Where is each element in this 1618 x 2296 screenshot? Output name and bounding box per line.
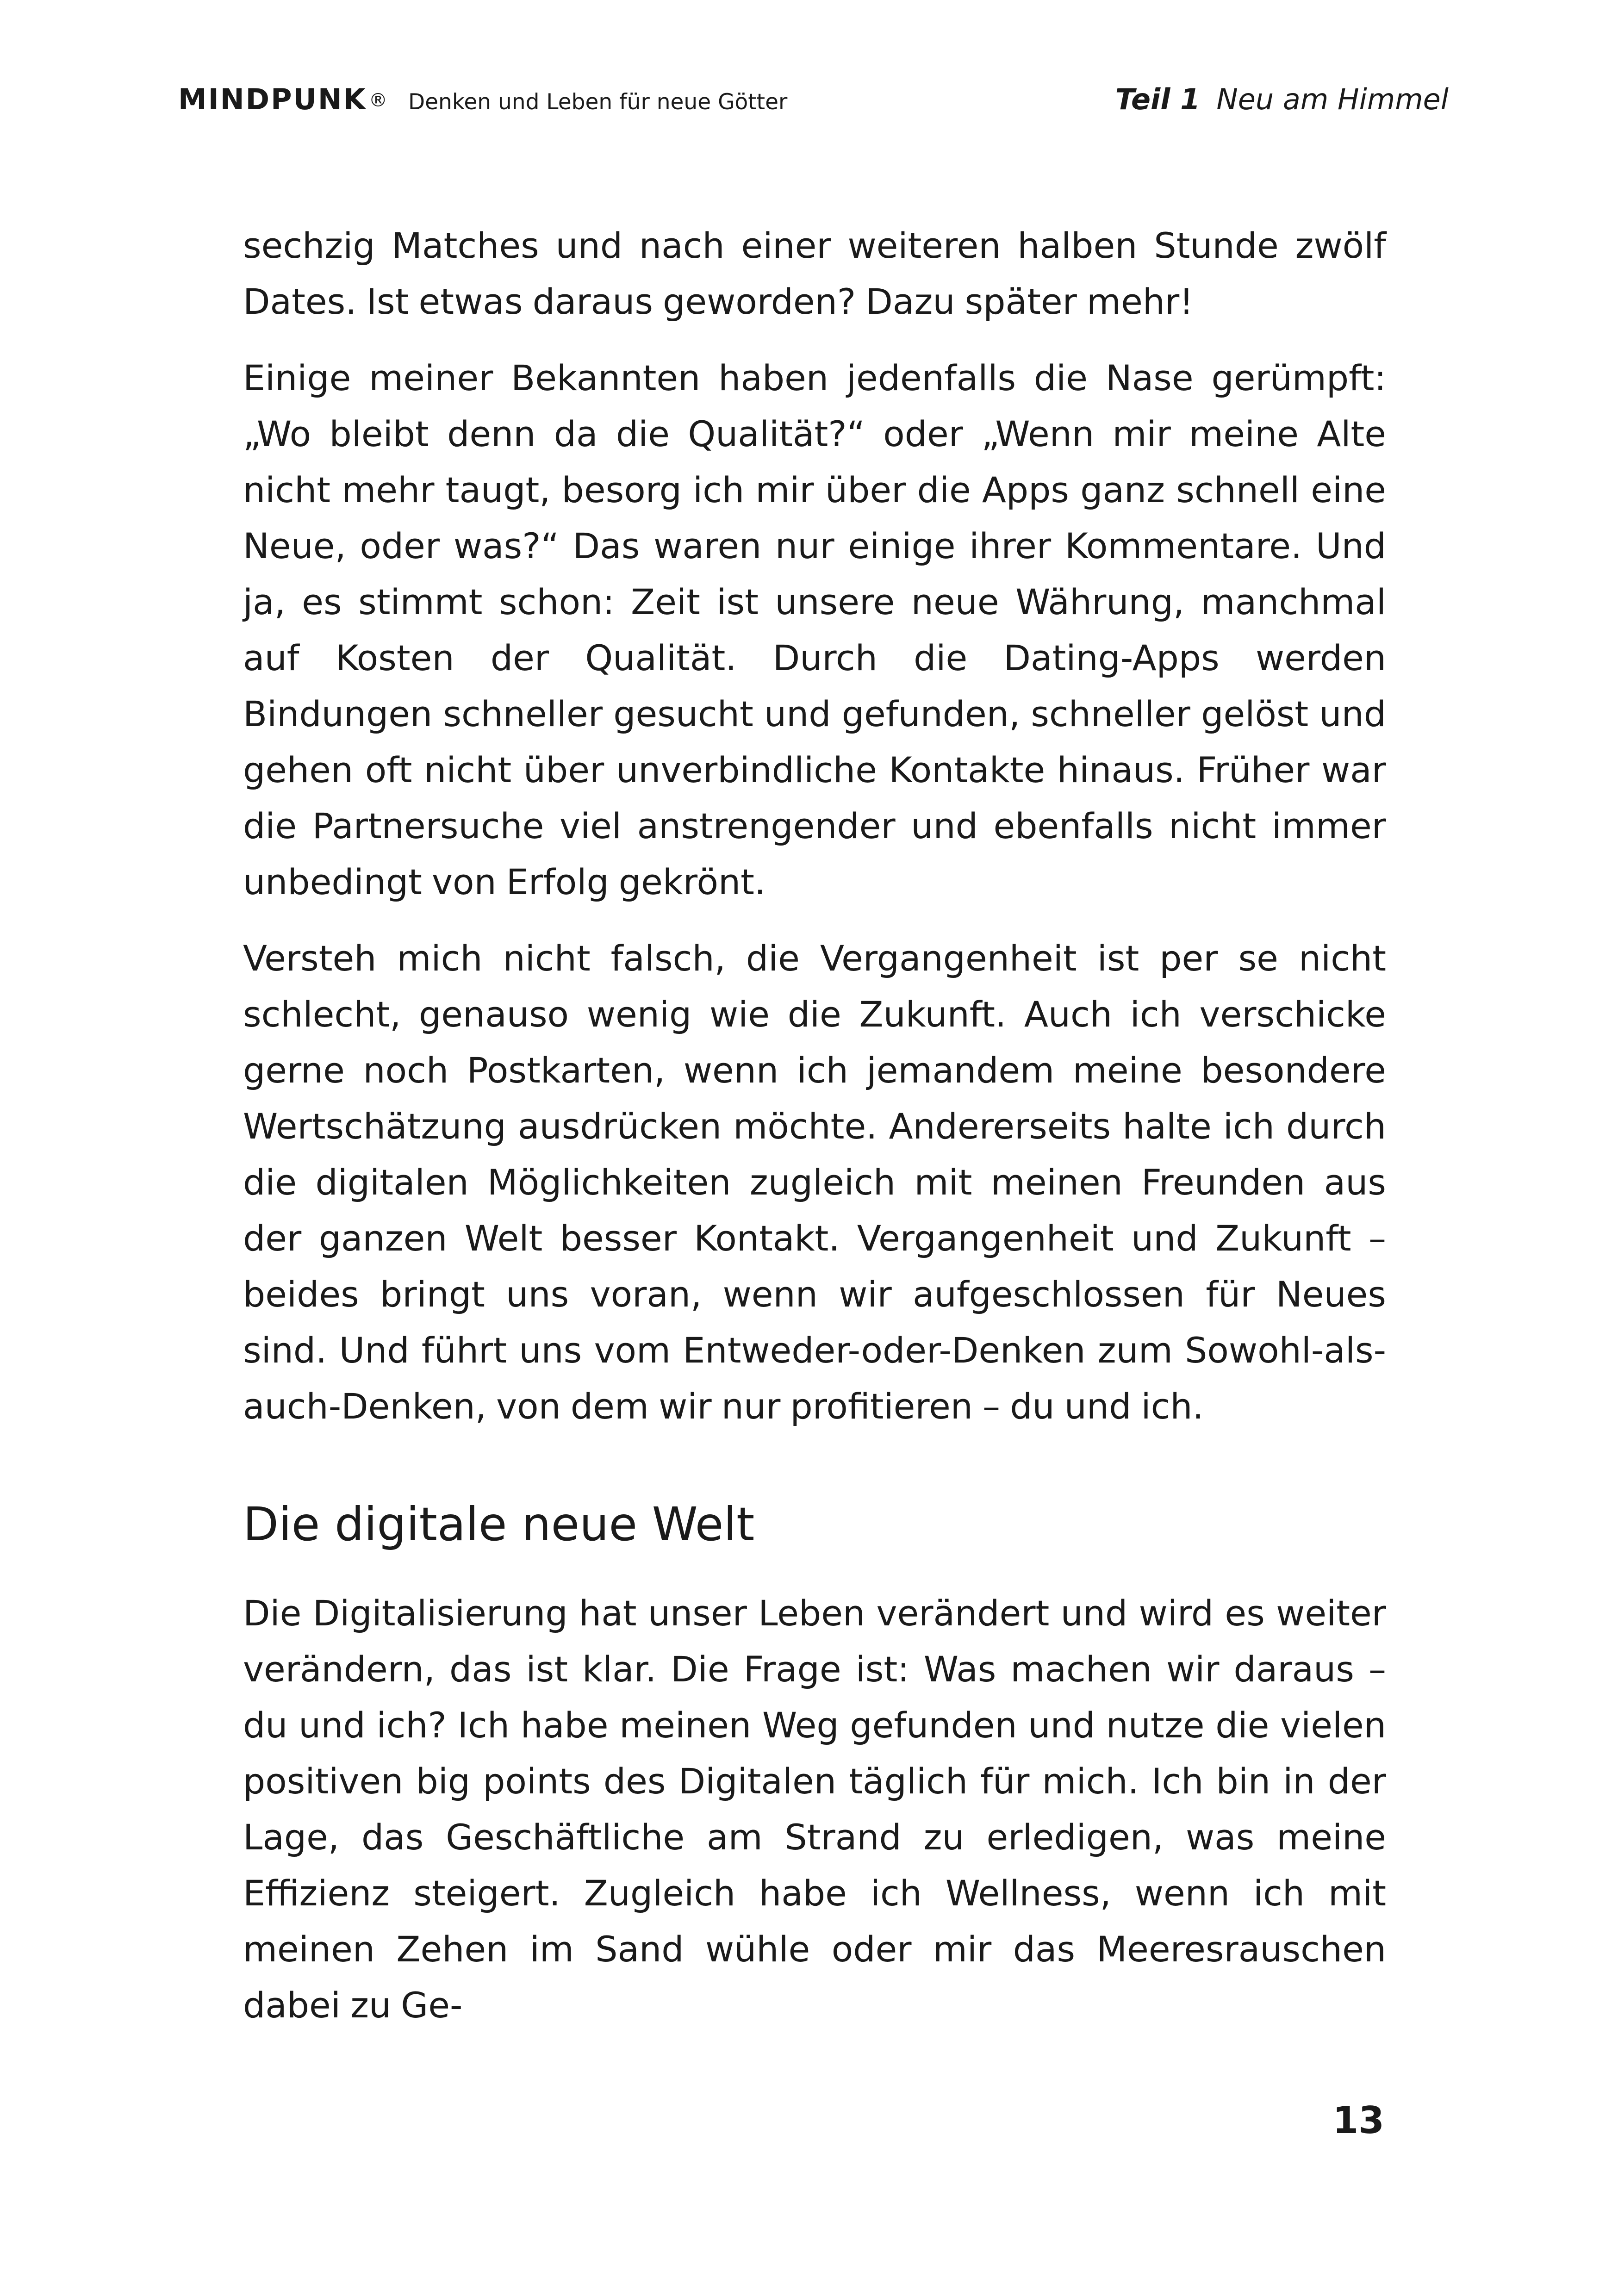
running-header-left <box>178 82 787 116</box>
part-label: Teil 1 <box>1115 82 1201 116</box>
page-body <box>243 218 1386 2053</box>
registered-mark: ® <box>368 89 387 111</box>
running-header-right <box>1115 82 1449 116</box>
part-title: Neu am Himmel <box>1216 82 1449 116</box>
section-heading: Die digitale neue Welt <box>243 1497 755 1551</box>
paragraph-1: sechzig Matches und nach einer weiteren halben Stunde zwölf Dates. Ist etwas daraus geworden? Dazu später mehr! <box>243 225 1386 322</box>
paragraph-4: Die Digitalisierung hat unser Leben verändert und wird es weiter verändern, das ist klar. Die Frage ist: Was machen wir daraus – du und ich? Ich habe meinen Weg gefunden und nutze die vielen positiven big points des Digitalen täglich für mich. Ich bin in der Lage, das Geschäftliche am Strand zu erledigen, was meine Effizienz steigert. Zugleich habe ich Wellness, wenn ich mit meinen Zehen im Sand wühle oder mir das Meeresrauschen dabei zu Ge- <box>243 1593 1386 2026</box>
paragraph-2: Einige meiner Bekannten haben jedenfalls die Nase gerümpft: „Wo bleibt denn da die Qualität?“ oder „Wenn mir meine Alte nicht mehr taugt, besorg ich mir über die Apps ganz schnell eine Neue, oder was?“ Das waren nur einige ihrer Kommentare. Und ja, es stimmt schon: Zeit ist unsere neue Währung, manchmal auf Kosten der Qualität. Durch die Dating-Apps werden Bindungen schneller gesucht und gefunden, schneller gelöst und gehen oft nicht über unverbindliche Kontakte hinaus. Früher war die Partnersuche viel anstrengender und ebenfalls nicht immer unbedingt von Erfolg gekrönt. <box>243 357 1386 902</box>
page-number: 13 <box>1332 2099 1384 2142</box>
book-subtitle: Denken und Leben für neue Götter <box>408 89 788 115</box>
paragraph-3: Versteh mich nicht falsch, die Vergangenheit ist per se nicht schlecht, genauso wenig wie die Zukunft. Auch ich verschicke gerne noch Postkarten, wenn ich jemandem meine besondere Wertschätzung ausdrücken möchte. Andererseits halte ich durch die digitalen Möglichkeiten zugleich mit meinen Freunden aus der ganzen Welt besser Kontakt. Vergangenheit und Zukunft – beides bringt uns voran, wenn wir aufgeschlossen für Neues sind. Und führt uns vom Entweder-oder-Denken zum Sowohl-als-auch-Denken, von dem wir nur profitieren – du und ich. <box>243 938 1386 1427</box>
brand-name: MINDPUNK <box>178 82 367 116</box>
page-header <box>178 82 1449 133</box>
